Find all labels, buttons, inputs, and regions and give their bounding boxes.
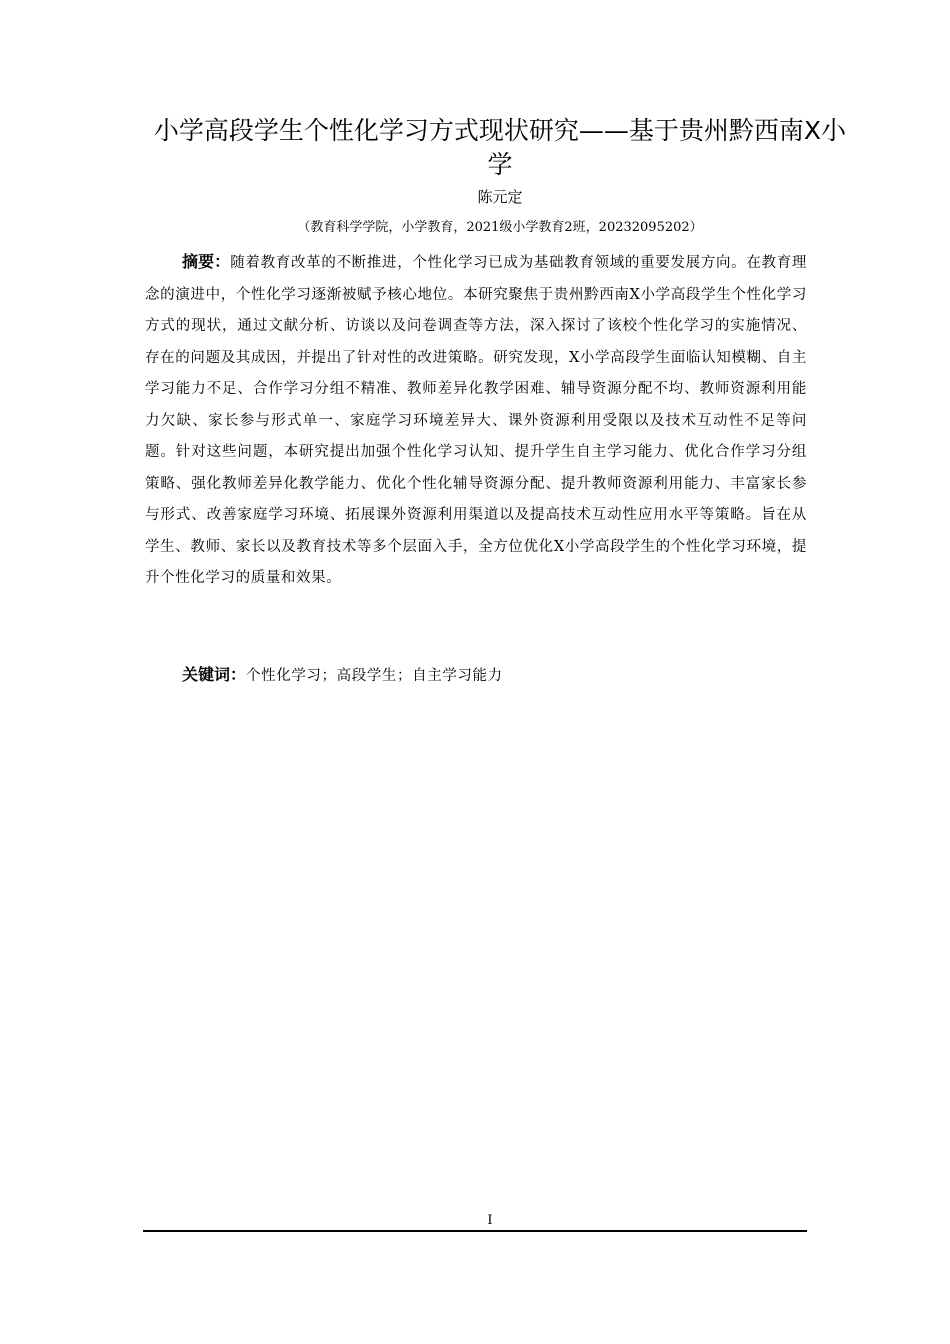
paper-title: 小学高段学生个性化学习方式现状研究——基于贵州黔西南Ⅹ小学 xyxy=(153,116,847,179)
author-name: 陈元定 xyxy=(477,188,523,206)
page-number: I xyxy=(487,1213,493,1228)
abstract-label: 摘要： xyxy=(182,252,231,271)
abstract-paragraph xyxy=(145,246,807,595)
keywords-label: 关键词： xyxy=(182,665,247,684)
abstract-text: 随着教育改革的不断推进，个性化学习已成为基础教育领域的重要发展方向。在教育理念的演进中，个性化学习逐渐被赋予核心地位。本研究聚焦于贵州黔西南Ⅹ小学高段学生个性化学习方式的现状，通过文献分析、访谈以及问卷调查等方法，深入探讨了该校个性化学习的实施情况、存在的问题及其成因，并提出了针对性的改进策略。研究发现，Ⅹ小学高段学生面临认知模糊、自主学习能力不足、合作学习分组不精准、教师差异化教学困难、辅导资源分配不均、教师资源利用能力欠缺、家长参与形式单一、家庭学习环境差异大、课外资源利用受限以及技术互动性不足等问题。针对这些问题，本研究提出加强个性化学习认知、提升学生自主学习能力、优化合作学习分组策略、强化教师差异化教学能力、优化个性化辅导资源分配、提升教师资源利用能力、丰富家长参与形式、改善家庭学习环境、拓展课外资源利用渠道以及提高技术互动性应用水平等策略。旨在从学生、教师、家长以及教育技术等多个层面入手，全方位优化Ⅹ小学高段学生的个性化学习环境，提升个性化学习的质量和效果。 xyxy=(145,255,807,586)
author-affiliation: （教育科学学院，小学教育，2021级小学教育2班，20232095202） xyxy=(297,220,703,235)
footer-divider xyxy=(143,1230,807,1232)
keywords-text: 个性化学习；高段学生；自主学习能力 xyxy=(246,668,503,684)
keywords-line xyxy=(182,662,802,689)
